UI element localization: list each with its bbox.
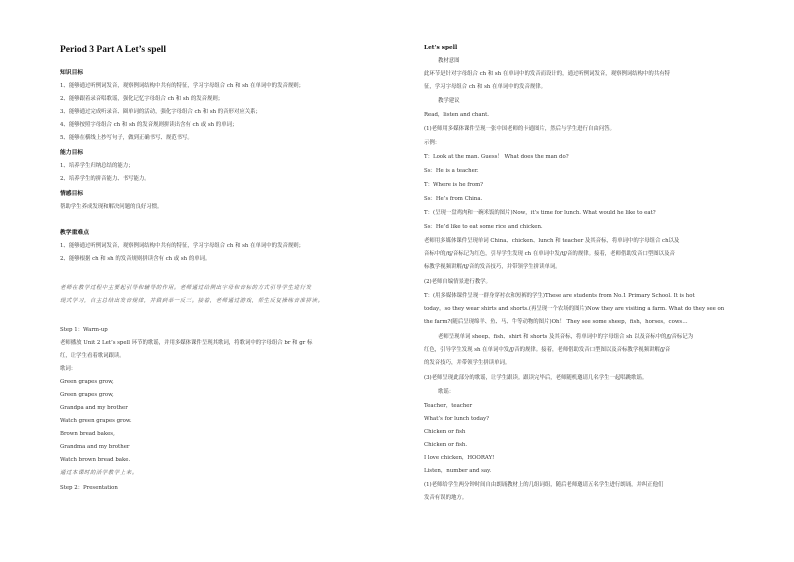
suggest-heading: 教学建议 bbox=[438, 98, 460, 104]
lesson-title: Period 3 Part A Let’s spell bbox=[60, 45, 166, 55]
body-line: 音标中的/tʃ/音标记为红色，引导学生发现 ch 在单词中发/tʃ/音的规律。接着，老师借助发音口型图以及音 bbox=[424, 251, 675, 257]
ability-heading: 能力目标 bbox=[60, 150, 84, 156]
body-line: Ss：He is a teacher. bbox=[424, 168, 479, 174]
body-line: 示例： bbox=[424, 140, 441, 146]
knowledge-item: 2、能够跟着录音唱歌谣，强化记忆字母组合 ch 和 sh 的发音规则； bbox=[60, 96, 224, 102]
emotion-text: 帮助学生养成发现和解决问题的良好习惯。 bbox=[60, 204, 163, 210]
chant-line: Teacher，teacher bbox=[424, 403, 473, 409]
body-line: 红色，引导学生发现 sh 在单词中发/ʃ/音的规律。接着，老师借助发音口型图以及音标教学视频讲解/ʃ/音 bbox=[424, 347, 671, 353]
lyrics-heading: 歌词： bbox=[60, 366, 77, 372]
ability-item: 2、培养学生的拼音能力、书写能力。 bbox=[60, 176, 150, 182]
body-line: T：(呈现一盘鸡肉和一碗米饭的图片)Now，it’s time for lunch. What would he like to eat? bbox=[424, 210, 656, 216]
body-line: (3)老师呈现此部分的歌谣，让学生跟读。跟读完毕后，老师随机邀请几名学生一起唱跳歌谣。 bbox=[424, 375, 648, 381]
chant-line: Chicken or fish bbox=[424, 429, 466, 435]
body-line: T：Where is he from? bbox=[424, 182, 484, 188]
lyric-line: Green grapes grow, bbox=[60, 379, 114, 385]
lyric-line: Watch green grapes grow. bbox=[60, 418, 132, 424]
body-line: 标教学视频讲解/tʃ/音的发音技巧，并带领学生拼读单词。 bbox=[424, 264, 561, 270]
knowledge-item: 1、能够通过听例词发音，观察例词结构中共有的特征，学习字母组合 ch 和 sh 在单词中的发音规则； bbox=[60, 83, 305, 89]
knowledge-item: 5、能够在横线上抄写句子，做到正确书写、规范书写。 bbox=[60, 135, 193, 141]
knowledge-item: 4、能够按照字母组合 ch 和 sh 的发音规则拼读出含有 ch 或 sh 的单词； bbox=[60, 122, 238, 128]
lyric-line: Brown bread bakes, bbox=[60, 431, 115, 437]
key-point-item: 2、能够根据 ch 和 sh 的发音规则拼读含有 ch 或 sh 的单词。 bbox=[60, 256, 211, 262]
lyric-line: Grandpa and my brother bbox=[60, 405, 128, 411]
body-line: Ss：He’s from China. bbox=[424, 196, 483, 202]
intent-text: 此环节是针对字母组合 ch 和 sh 在单词中的发音而设计的，通过听例词发音，观察例词结构中的共有特 bbox=[424, 71, 670, 77]
teaching-note: 老师在教学过程中主要起引导和辅导的作用。老师通过给例出字母和音标的方式引导学生进行发 bbox=[60, 285, 312, 291]
knowledge-heading: 知识目标 bbox=[60, 70, 84, 76]
key-points-heading: 教学重难点 bbox=[60, 230, 89, 236]
teaching-note: 现式学习，自主总结出发音规律，并做到举一反三。接着，老师通过游戏，帮生反复操练音准拼读。 bbox=[60, 298, 324, 304]
step2-heading: Step 2：Presentation bbox=[60, 485, 118, 491]
lyric-line: Grandma and my brother bbox=[60, 444, 130, 450]
chant-line: Listen，number and say. bbox=[424, 468, 492, 474]
lyric-line: Watch brown bread bake. bbox=[60, 457, 131, 463]
body-line: 发音有误的地方。 bbox=[424, 495, 468, 501]
body-line: (2)老师自编情景进行教学。 bbox=[424, 279, 491, 285]
knowledge-item: 3、能够通过完成听录音、圈单词的活动，强化字母组合 ch 和 sh 的音形对应关系； bbox=[60, 109, 261, 115]
chant-heading: 歌谣： bbox=[438, 389, 455, 395]
chant-line: I love chicken，HOORAY! bbox=[424, 455, 495, 461]
activity-title: Read，listen and chant. bbox=[424, 112, 489, 118]
body-line: (1)老师用多媒体课件呈现一张中国老师的卡通图片，然后与学生进行自由问答。 bbox=[424, 126, 615, 132]
key-point-item: 1、能够通过听例词发音，观察例词结构中共有的特征，学习字母组合 ch 和 sh 在单词中的发音规则； bbox=[60, 243, 305, 249]
body-line: (1)老师给学生两分钟时间自由朗诵教材上的几组词组，随后老师邀请五名学生进行朗诵，并纠正他们 bbox=[424, 482, 664, 488]
transition-text: 通过本课时的活学教学上来。 bbox=[60, 470, 138, 476]
body-line: T：(用多媒体课件呈现一群身穿衬衣和短裤的学生)These are students from No.1 Primary School. It is hot bbox=[424, 293, 695, 299]
emotion-heading: 情感目标 bbox=[60, 191, 84, 197]
body-line: today，so they wear shirts and shorts.(再呈现一个农场的图片)Now they are visiting a farm. What do they see on bbox=[424, 306, 725, 312]
step1-heading: Step 1：Warm-up bbox=[60, 327, 108, 333]
body-line: the farm?(随后呈现绵羊、鱼、马、牛等动物的图片)Oh！ They see some sheep，fish，horses，cows… bbox=[424, 319, 688, 325]
ability-item: 1、培养学生归纳总结的能力； bbox=[60, 163, 134, 169]
step1-text: 红，让学生看着歌词跟读。 bbox=[60, 353, 125, 359]
section-title: Let’s spell bbox=[424, 45, 458, 51]
body-line: 的发音技巧，并带领学生拼读单词。 bbox=[424, 360, 511, 366]
chant-line: What’s for lunch today? bbox=[424, 416, 490, 422]
lyric-line: Green grapes grow, bbox=[60, 392, 114, 398]
step1-text: 老师播放 Unit 2 Let’s spell 环节的歌谣，并用多媒体课件呈现其歌词，将歌词中的字母组合 br 和 gr 标 bbox=[60, 340, 313, 346]
body-line: Ss：He’d like to eat some rice and chicken. bbox=[424, 224, 543, 230]
chant-line: Chicken or fish. bbox=[424, 442, 468, 448]
body-line: T：Look at the man. Guess！ What does the man do? bbox=[424, 154, 569, 160]
body-line: 老师用多媒体课件呈现单词 China、chicken、lunch 和 teacher 及其音标，将单词中的字母组合 ch以及 bbox=[424, 238, 680, 244]
intent-heading: 教材意图 bbox=[438, 58, 460, 64]
body-line: 老师呈现单词 sheep、fish、shirt 和 shorts 及其音标，将单词中的字母组合 sh 以及音标中的/ʃ/音标记为 bbox=[438, 334, 694, 340]
intent-text: 征，学习字母组合 ch 和 sh 在单词中的发音规律。 bbox=[424, 84, 547, 90]
